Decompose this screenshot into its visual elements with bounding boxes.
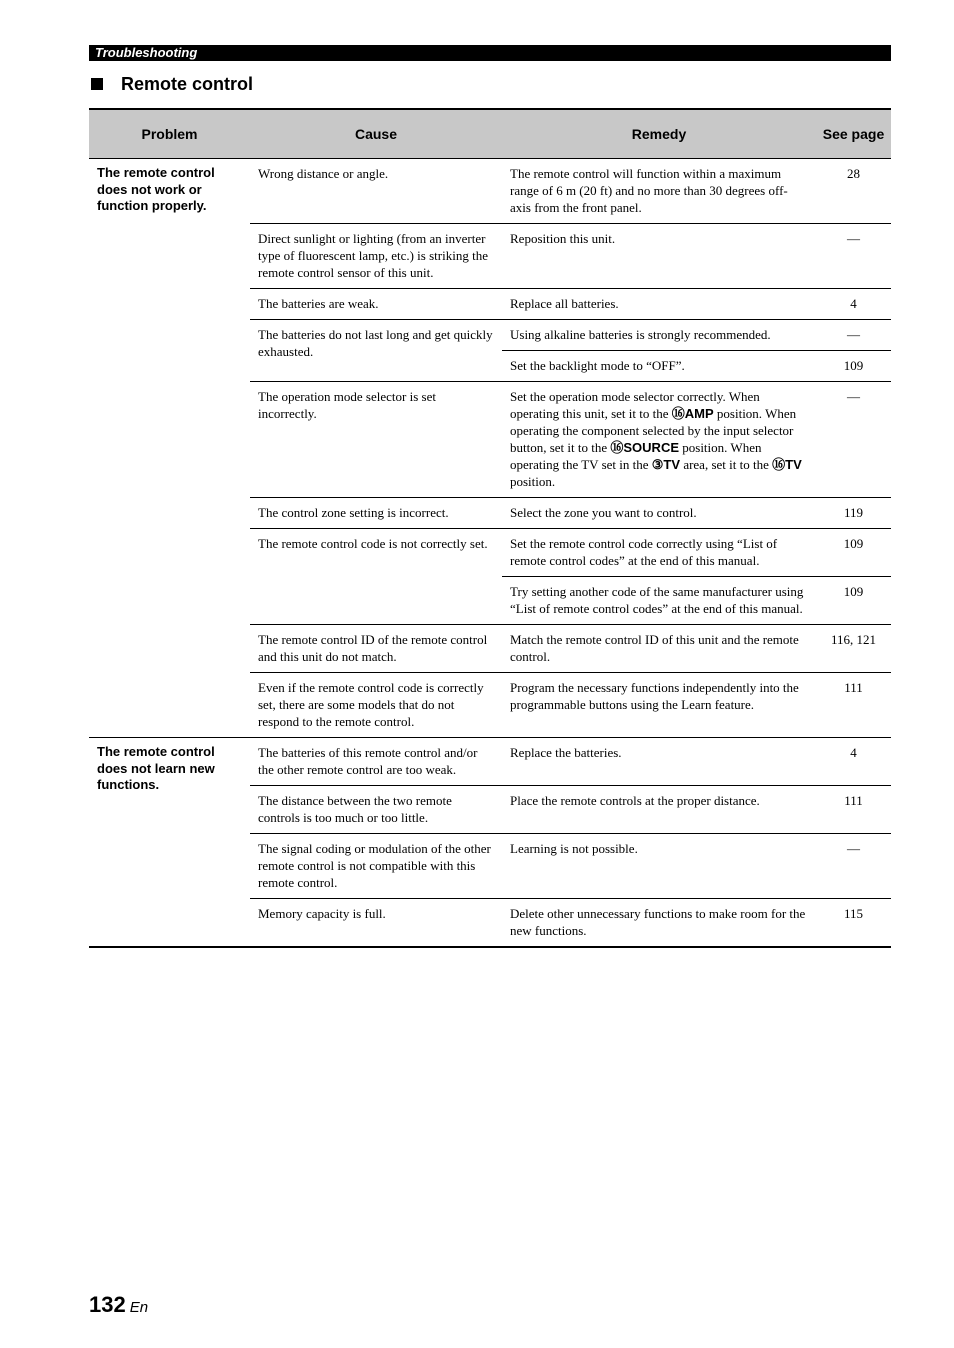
cause-cell: The operation mode selector is set incorrectly. xyxy=(250,382,502,498)
page-cell: 4 xyxy=(816,738,891,786)
problem-cell: The remote control does not learn new functions. xyxy=(89,738,250,948)
remedy-text: position. xyxy=(510,474,556,489)
header-cause: Cause xyxy=(250,109,502,159)
cause-cell: The remote control code is not correctly set. xyxy=(250,529,502,625)
header-remedy: Remedy xyxy=(502,109,816,159)
remedy-cell: The remote control will function within a maximum range of 6 m (20 ft) and no more than 30 degrees off-axis from the front panel. xyxy=(510,166,788,215)
cause-cell: Memory capacity is full. xyxy=(250,899,502,948)
troubleshooting-table xyxy=(89,108,891,948)
page-cell: — xyxy=(816,224,891,289)
table-row xyxy=(89,738,891,786)
cause-cell: The signal coding or modulation of the other remote control is not compatible with this remote control. xyxy=(250,834,502,899)
cause-cell: Direct sunlight or lighting (from an inverter type of fluorescent lamp, etc.) is striking the remote control sensor of this unit. xyxy=(250,224,502,289)
page-cell: 116, 121 xyxy=(816,625,891,673)
remedy-cell xyxy=(502,382,816,498)
cause-cell: The remote control ID of the remote control and this unit do not match. xyxy=(250,625,502,673)
page-cell: — xyxy=(816,834,891,899)
remedy-text: position. When operating the TV set in the xyxy=(510,440,762,472)
page-footer xyxy=(89,1292,148,1318)
remedy-cell: Try setting another code of the same manufacturer using “List of remote control codes” at the end of this manual. xyxy=(502,577,816,625)
section-label: Troubleshooting xyxy=(95,45,198,60)
cause-cell: The batteries do not last long and get quickly exhausted. xyxy=(250,320,502,382)
remedy-cell: Match the remote control ID of this unit and the remote control. xyxy=(502,625,816,673)
page-cell: 111 xyxy=(816,786,891,834)
page-cell: 119 xyxy=(816,498,891,529)
page-cell: 4 xyxy=(816,289,891,320)
page-cell: 109 xyxy=(816,351,891,382)
section-title xyxy=(89,73,253,95)
header-problem: Problem xyxy=(89,109,250,159)
cause-cell: Even if the remote control code is correctly set, there are some models that do not respond to the remote control. xyxy=(250,673,502,738)
amp-position-symbol: ⑯AMP xyxy=(671,406,714,421)
header-see-page: See page xyxy=(816,109,891,159)
section-header-bar xyxy=(89,45,891,61)
table-row xyxy=(89,159,891,224)
section-title-text: Remote control xyxy=(121,74,254,94)
cause-cell: The control zone setting is incorrect. xyxy=(250,498,502,529)
remedy-cell: Learning is not possible. xyxy=(502,834,816,899)
table-header-row xyxy=(89,109,891,159)
page-cell: 109 xyxy=(816,577,891,625)
tv-area-symbol: ③TV xyxy=(651,457,681,472)
cause-cell: The batteries of this remote control and/or the other remote control are too weak. xyxy=(250,738,502,786)
remedy-cell: Using alkaline batteries is strongly recommended. xyxy=(502,320,816,351)
page-cell: 28 xyxy=(847,166,860,181)
page-cell: — xyxy=(816,320,891,351)
source-position-symbol: ⑯SOURCE xyxy=(610,440,680,455)
square-bullet-icon xyxy=(91,78,103,90)
remedy-cell: Delete other unnecessary functions to make room for the new functions. xyxy=(502,899,816,948)
cause-cell: Wrong distance or angle. xyxy=(258,166,389,181)
remedy-text: area, set it to the xyxy=(680,457,773,472)
remedy-cell: Set the backlight mode to “OFF”. xyxy=(502,351,816,382)
page-cell: 115 xyxy=(816,899,891,948)
language-code: En xyxy=(129,1299,149,1316)
remedy-cell: Reposition this unit. xyxy=(502,224,816,289)
page-cell: 109 xyxy=(816,529,891,577)
remedy-cell: Set the remote control code correctly using “List of remote control codes” at the end of this manual. xyxy=(502,529,816,577)
remedy-text: Set the operation mode selector correctly. When operating this unit, set it to the xyxy=(510,389,760,421)
page-number: 132 xyxy=(89,1292,126,1317)
remedy-cell: Replace the batteries. xyxy=(502,738,816,786)
remedy-cell: Place the remote controls at the proper distance. xyxy=(502,786,816,834)
page-cell: 111 xyxy=(816,673,891,738)
problem-cell: The remote control does not work or function properly. xyxy=(97,165,215,213)
cause-cell: The batteries are weak. xyxy=(250,289,502,320)
remedy-cell: Program the necessary functions independently into the programmable buttons using the Learn feature. xyxy=(502,673,816,738)
remedy-cell: Select the zone you want to control. xyxy=(502,498,816,529)
tv-position-symbol: ⑯TV xyxy=(772,457,802,472)
page-cell: — xyxy=(816,382,891,498)
cause-cell: The distance between the two remote controls is too much or too little. xyxy=(250,786,502,834)
remedy-text: position. When operating the component selected by the input selector button, set it to the xyxy=(510,406,797,455)
remedy-cell: Replace all batteries. xyxy=(502,289,816,320)
